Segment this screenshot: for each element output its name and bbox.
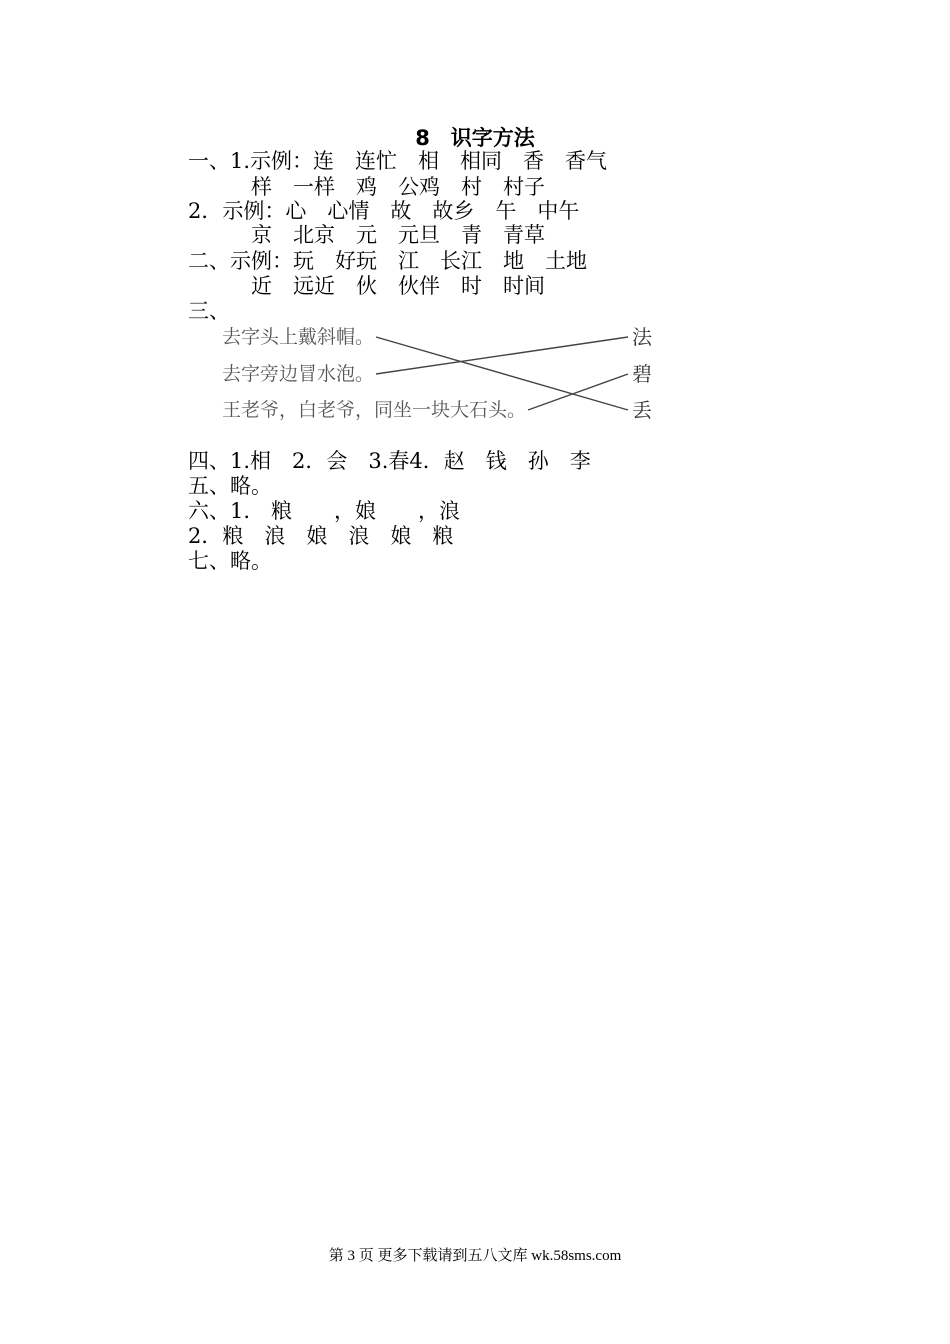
match-connector-line xyxy=(376,337,628,374)
answer-line: 2．粮 浪 娘 浪 娘 粮 xyxy=(188,524,454,548)
answer-line: 京 北京 元 元旦 青 青草 xyxy=(188,223,545,247)
answer-line: 近 远近 伙 伙伴 时 时间 xyxy=(188,274,545,298)
match-right-item: 丢 xyxy=(632,398,652,422)
answer-line: 六、1. 粮 ，娘 ，浪 xyxy=(188,499,461,523)
answer-line: 七、略。 xyxy=(188,549,272,573)
match-connector-line xyxy=(528,374,628,410)
page-footer: 第 3 页 更多下载请到五八文库 wk.58sms.com xyxy=(328,1248,622,1264)
match-left-item: 王老爷，白老爷，同坐一块大石头。 xyxy=(222,399,527,421)
answer-line: 五、略。 xyxy=(188,474,272,498)
match-left-item: 去字头上戴斜帽。 xyxy=(222,326,375,348)
match-right-item: 碧 xyxy=(632,362,652,386)
answer-line: 样 一样 鸡 公鸡 村 村子 xyxy=(188,175,545,199)
answer-line: 三、 xyxy=(188,299,230,323)
answer-line: 四、1.相 2．会 3.春4．赵 钱 孙 李 xyxy=(188,449,591,473)
match-left-item: 去字旁边冒水泡。 xyxy=(222,363,375,385)
match-right-item: 法 xyxy=(632,325,652,349)
match-connector-line xyxy=(376,337,628,410)
answer-line: 一、1.示例：连 连忙 相 相同 香 香气 xyxy=(188,149,608,173)
answer-line: 2．示例：心 心情 故 故乡 午 中午 xyxy=(188,199,580,223)
page-title: 8 识字方法 xyxy=(415,126,535,150)
answer-line: 二、示例：玩 好玩 江 长江 地 土地 xyxy=(188,249,587,273)
